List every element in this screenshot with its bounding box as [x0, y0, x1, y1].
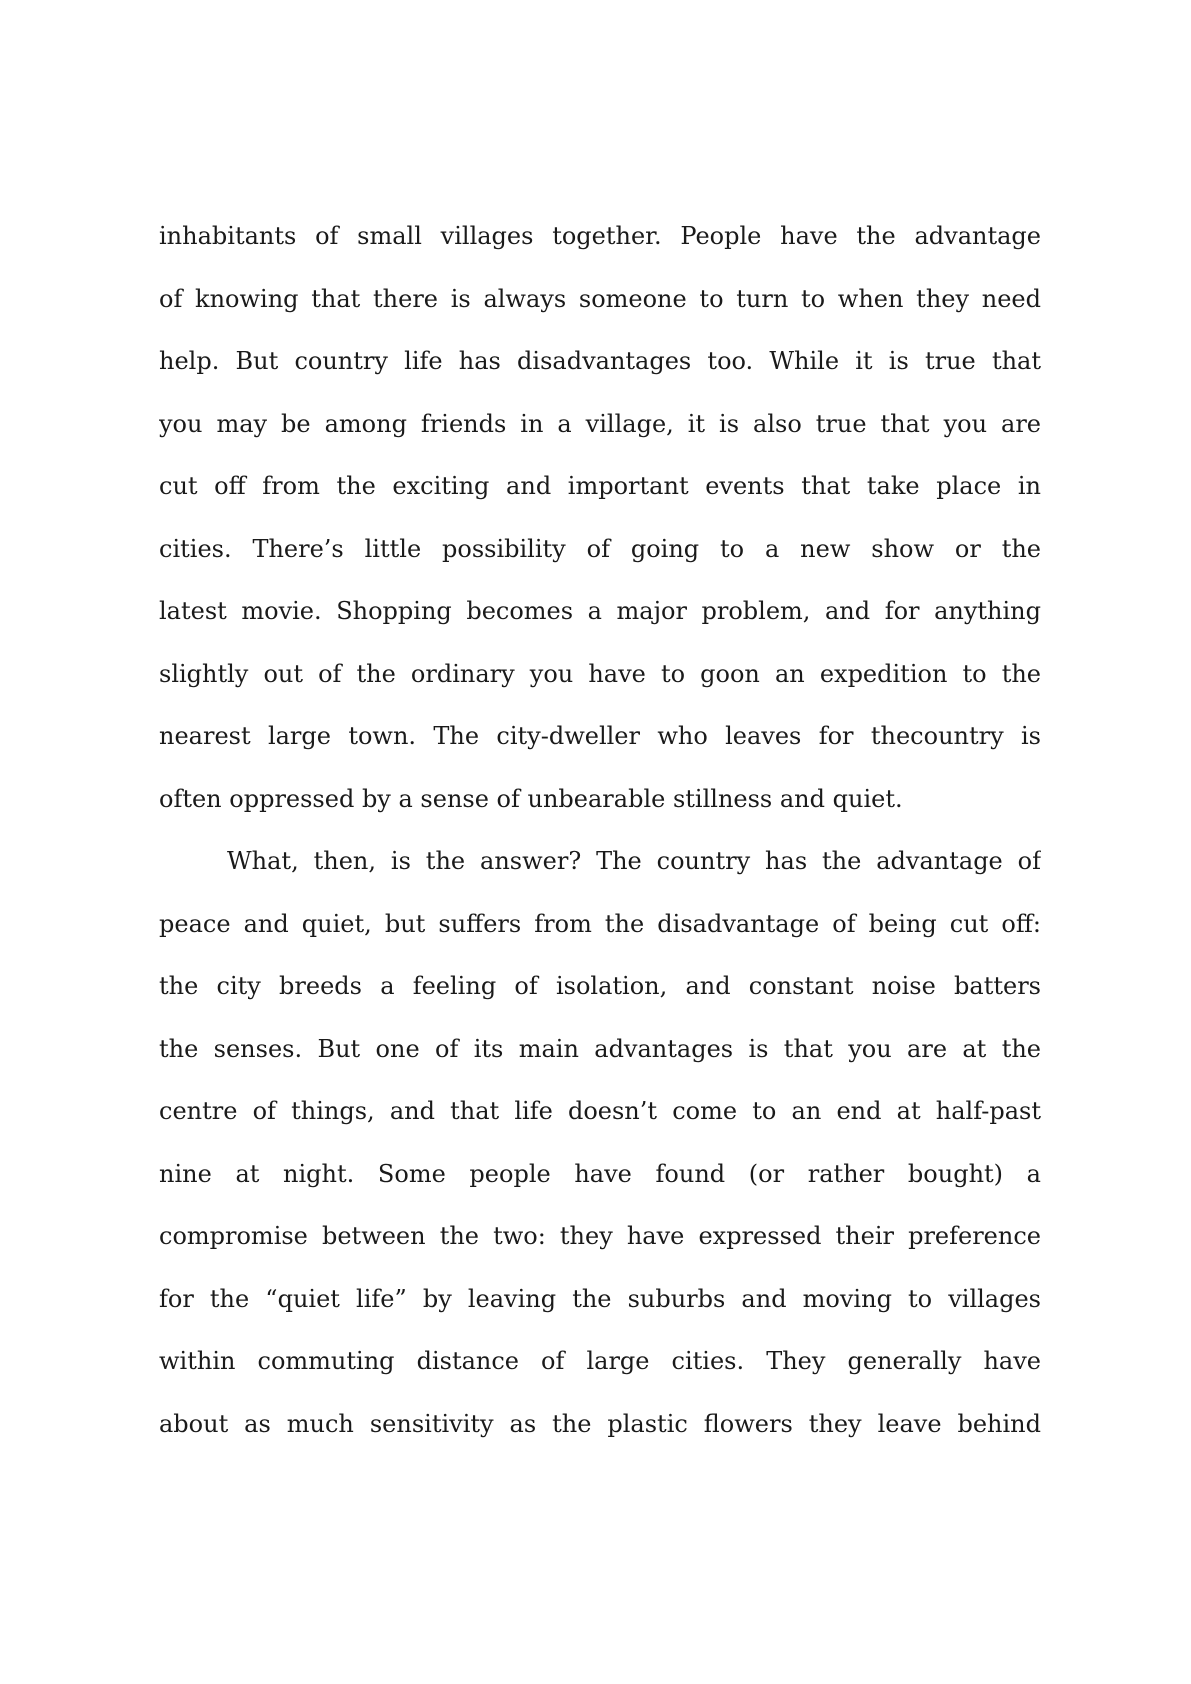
body-text	[159, 205, 1041, 1455]
text-line: compromise between the two: they have expressed their preference	[159, 1222, 1041, 1250]
text-line: slightly out of the ordinary you have to goon an expedition to the	[159, 659, 1041, 688]
text-line: peace and quiet, but suffers from the disadvantage of being cut off:	[159, 909, 1041, 938]
text-line: about as much sensitivity as the plastic flowers they leave behind	[159, 1409, 1041, 1438]
text-line: the city breeds a feeling of isolation, and constant noise batters	[159, 972, 1041, 1000]
text-line: help. But country life has disadvantages too. While it is true that	[159, 347, 1041, 375]
text-line: of knowing that there is always someone to turn to when they need	[159, 284, 1041, 313]
text-line: nearest large town. The city-dweller who leaves for thecountry is	[159, 722, 1041, 750]
text-line: What, then, is the answer? The country has the advantage of	[227, 847, 1041, 875]
text-line: cut off from the exciting and important events that take place in	[159, 472, 1041, 500]
text-line: often oppressed by a sense of unbearable stillness and quiet.	[159, 784, 903, 813]
text-line: for the “quiet life” by leaving the suburbs and moving to villages	[159, 1284, 1041, 1313]
text-line: cities. There’s little possibility of going to a new show or the	[159, 534, 1041, 563]
text-line: within commuting distance of large cities. They generally have	[159, 1347, 1041, 1375]
paragraph-2	[159, 830, 1041, 1455]
text-line: nine at night. Some people have found (or rather bought) a	[159, 1159, 1041, 1188]
text-line: latest movie. Shopping becomes a major problem, and for anything	[159, 597, 1041, 625]
text-line: you may be among friends in a village, it is also true that you are	[159, 409, 1041, 438]
text-line: inhabitants of small villages together. People have the advantage	[159, 222, 1041, 250]
text-line: centre of things, and that life doesn’t come to an end at half-past	[159, 1097, 1041, 1125]
text-line: the senses. But one of its main advantages is that you are at the	[159, 1034, 1041, 1063]
paragraph-1	[159, 205, 1041, 830]
